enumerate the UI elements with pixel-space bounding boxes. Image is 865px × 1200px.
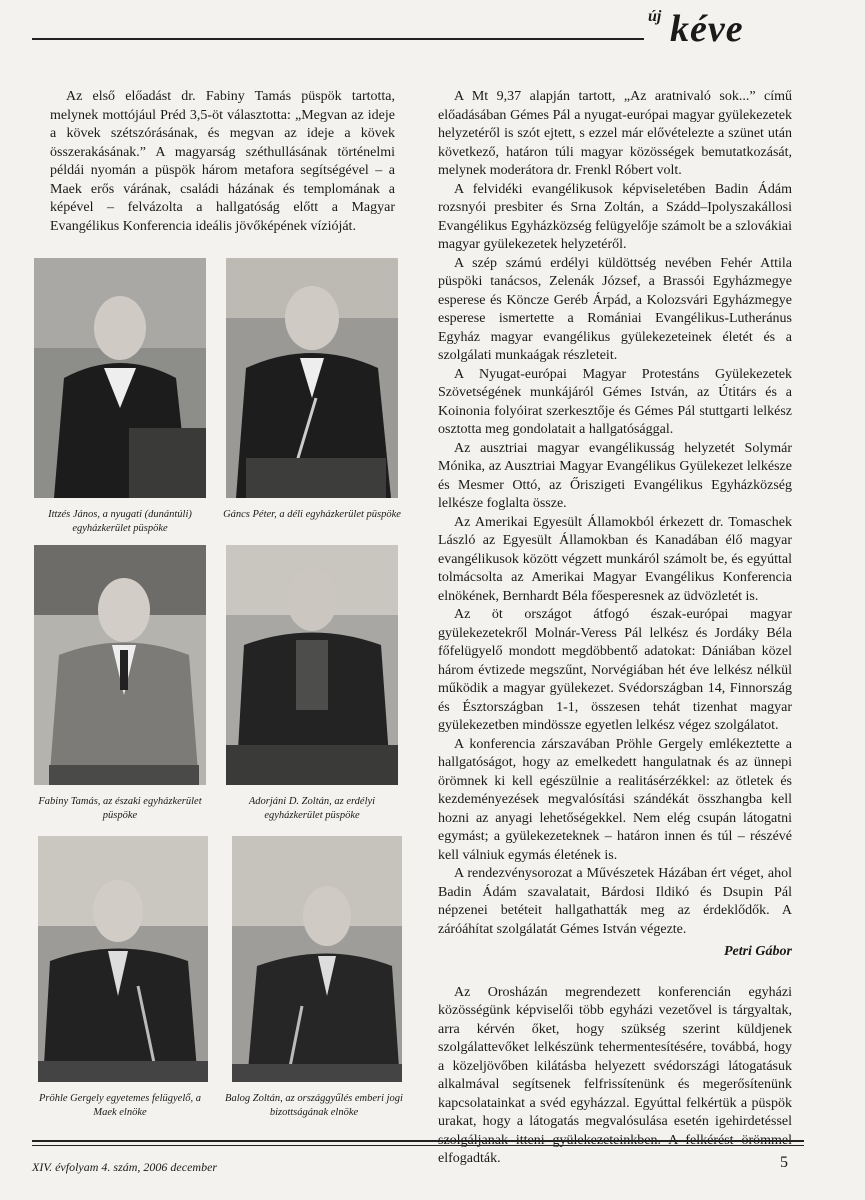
- page-number: 5: [780, 1154, 788, 1171]
- article-paragraph: A konferencia zárszavában Pröhle Gergely emlékeztette a hallgatóságot, hogy az emelkedett hangulatnak és az ünnepi örömnek ki kell egészülnie a realitásérzékkel: az ötletek és kezdeményezések megvalósítási szándékát összhangba kell hozni az anyagi lehetőségekkel. Nem elég csupán látogatni egymást; a gyülekezeteknek – határon innen és túl – részévé kell válniuk egymás életének is.: [438, 736, 792, 863]
- caption-balog: Balog Zoltán, az országgyűlés emberi jogi bizottságának elnöke: [225, 1093, 403, 1118]
- closing-paragraph: Az Orosházán megrendezett konferencián egyházi közösségünk képviselői több egyházi vezetővel is tárgyaltak, arra kérvén őket, hogy szükség szerint küldjenek szolgálattevőket lelkészünk tehermentesítésére, továbbá, hogy a közeljövőben kilátásba helyezett svédországi látogatásuk alkalmával segítsenek felfrissítenünk és megerősítenünk kapcsolatainkat a svéd egyházzal. Egyúttal felkértük a püspök urakat, hogy a látogatás megvalósulása esetén igehirdetéssel elfogadták.: [438, 984, 792, 1166]
- photo-balog: [232, 836, 402, 1082]
- article-paragraph: A Nyugat-európai Magyar Protestáns Gyülekezetek Szövetségének munkájáról Gémes István, az Útitárs és a Koinonia folyóirat szerkesztője és Gémes Pál stuttgarti lelkész osztotta meg gondolatait a hallgatósággal.: [438, 366, 792, 437]
- header-rule: [32, 38, 644, 40]
- article-paragraph: A szép számú erdélyi küldöttség nevében Fehér Attila püspöki tanácsos, Zelenák József, a Brassói Egyházmegye esperese és Köncze Geréb Árpád, a Kolozsvári Egyházmegye esperese ismertette a Romániai Evangélikus-Lutheránus Egyház magyar evangélikus gyülekezeteinek életét és a szolgálati munkaágak részleteit.: [438, 255, 792, 363]
- caption-fabiny: Fabiny Tamás, az északi egyházkerület püspöke: [38, 796, 202, 821]
- article-paragraph: A rendezvénysorozat a Művészetek Házában ért véget, ahol Badin Ádám szavalatait, Bárdosi Ildikó és Dsupin Pál népzenei betéteit hallgathatták meg az érdeklődők. A záróáhítat szolgálatát Gémes István végezte.: [438, 866, 792, 937]
- photo-gancs: [226, 258, 398, 498]
- photo-prohle: [38, 836, 208, 1082]
- intro-paragraph: Az első előadást dr. Fabiny Tamás püspök tartotta, melynek mottójául Préd 3,5-öt választotta: „Megvan az ideje a kövek szétszórásának, és megvan az ideje a kövek összerakásának.” A magyarság széthullásának történelmi példái nyomán a püspök három metafora segítségével – a Maek erős várának, családi házának és templomának a képével – felvázolta a hallgatóság előtt a Magyar Evangélikus Konferencia ideális jövőképének vízióját.: [50, 89, 395, 234]
- logo-main-text: kéve: [670, 8, 744, 50]
- portrait-image: [38, 836, 208, 1082]
- caption-adorjani: Adorjáni D. Zoltán, az erdélyi egyházkerület püspöke: [248, 796, 376, 821]
- caption-prohle: Pröhle Gergely egyetemes felügyelő, a Maek elnöke: [38, 1093, 201, 1118]
- caption-gancs: Gáncs Péter, a déli egyházkerület püspöke: [223, 509, 401, 520]
- caption-ittzes: Ittzés János, a nyugati (dunántúli) egyházkerület püspöke: [48, 509, 192, 534]
- right-column: [438, 88, 792, 1169]
- photo-adorjani: [226, 545, 398, 785]
- photo-ittzes: [34, 258, 206, 498]
- portrait-image: [34, 258, 206, 498]
- article-paragraph: Az öt országot átfogó észak-európai magyar gyülekezetekről Molnár-Veress Pál lelkész és Jordáky Béla főfelügyelő mondott megdöbbentő adatokat: Dániában közel három évtizede megszűnt, Norvégiában hét éve lelkész nélkül működik a magyar gyülekezet. Svédországban 14, Finnország és Észtországban 1-1, összesen tehát tizenhat magyar gyülekezetben mindössze egyetlen lelkész végez szolgálatot.: [438, 607, 792, 733]
- author-signature: Petri Gábor: [723, 944, 792, 959]
- article-paragraph: Az ausztriai magyar evangélikusság helyzetét Solymár Mónika, az Ausztriai Magyar Evangélikus Gyülekezet lelkésze és Mesmer Ottó, az Őriszigeti Evangélikus Egyházközség lelkésze foglalta össze.: [438, 440, 792, 511]
- article-paragraph: A Mt 9,37 alapján tartott, „Az aratnivaló sok...” című előadásában Gémes Pál a nyugat-európai magyar gyülekezetek helyzetéről is szót ejtett, s ezzel már elővételezte a szünet után következő, határon túli magyar közösségek bemutatkozását, melynek moderátora dr. Frenkl Róbert volt.: [438, 89, 792, 178]
- keve-logo: [648, 6, 798, 52]
- portrait-image: [226, 545, 398, 785]
- logo-small-text: új: [648, 8, 662, 25]
- portrait-image: [232, 836, 402, 1082]
- portrait-image: [226, 258, 398, 498]
- portrait-image: [34, 545, 206, 785]
- footer-rule-thin: [32, 1145, 804, 1146]
- photo-fabiny: [34, 545, 206, 785]
- article-paragraph: Az Amerikai Egyesült Államokból érkezett dr. Tomaschek László az Egyesült Államokban és Kanadában élő magyar evangélikusok között végzett munkáról számolt be, és egyúttal tolmácsolta az Amerikai Magyar Evangélikus Konferencia elnökének, Bernhardt Béla főesperesnek az üdvözletét is.: [438, 514, 792, 604]
- footer-rule: [32, 1140, 804, 1142]
- issue-info: XIV. évfolyam 4. szám, 2006 december: [32, 1160, 218, 1174]
- left-intro: [50, 88, 395, 236]
- article-paragraph: A felvidéki evangélikusok képviseletében Badin Ádám rozsnyói presbiter és Srna Zoltán, a Szádd–Ipolyszakállosi Evangélikus Egyházközség felügyelője számolt be a szlovákiai magyar gyülekezetek helyzetéről.: [438, 181, 792, 252]
